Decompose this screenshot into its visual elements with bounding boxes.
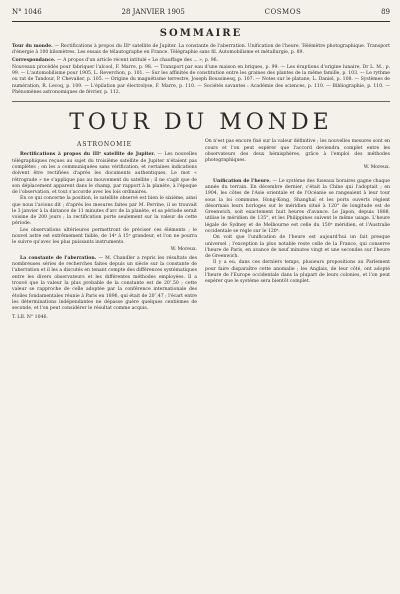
- left-p1-text: — Les nouvelles télégraphiques reçues au sujet du troisième satellite de Jupiter n'étaient pas complètes ; on les a communiquées sans vérification, et certaines indications doivent être rectifiées d'après les documents authentiques. Le mot « rétrograde » ne s'applique pas au mouvement du satellite ; il ne s'agit que de son déplacement apparent dans le champ, par rapport à la planète, à l'époque de l'observation, et tout s'accorde avec les lois ordinaires.: [12, 152, 197, 196]
- left-p4-label: La constante de l'aberration.: [20, 255, 97, 261]
- left-paragraph-3: Les observations ultérieures permettront de préciser ces éléments ; le nouvel astre est extrêmement faible, de 14ᵉ à 15ᵉ grandeur, et l'on ne pourra le suivre qu'avec les plus puissants instruments.: [12, 227, 197, 246]
- toc-correspondance: [12, 58, 390, 64]
- right-p2-text: — Le système des fuseaux horaires gagne chaque année du terrain. En décembre dernier, c'était la Chine qui l'adoptait ; en 1904, les côtes de l'Asie orientale et de l'Océanie se rangeaient à leur tour sous la loi commune. Hong-Kong, Shanghaï et les ports ouverts règlent désormais leurs horloges sur le méridien situé à 120° de longitude est de Greenwich, soit exactement huit heures d'avance. Le Japon, depuis 1888, utilise le méridien de 135°, et les Philippines suivent le même usage. L'heure légale de Sydney et de Melbourne est celle du 150ᵉ méridien, et l'Australie occidentale se règle sur le 120ᵉ.: [205, 178, 390, 235]
- sommaire-rule: [12, 101, 390, 102]
- right-paragraph-2: [205, 179, 390, 236]
- sommaire-title: SOMMAIRE: [159, 28, 243, 39]
- right-paragraph-1: On n'est pas encore fixé sur la valeur définitive ; les nouvelles mesures sont en cours et l'on peut espérer que l'accord deviendra complet entre les observateurs des deux hémisphères, grâce à l'emploi des méthodes photographiques.: [205, 139, 390, 164]
- right-paragraph-4: Il y a eu, dans ces derniers temps, plusieurs propositions au Parlement pour faire disparaître cette anomalie ; les Anglais, de leur côté, ont adopté l'heure de l'Europe occidentale dans la plupart de leurs colonies, et l'on peut espérer que le système sera bientôt complet.: [205, 260, 390, 285]
- right-paragraph-3: On voit que l'unification de l'heure est aujourd'hui un fait presque universel ; l'exception la plus notable reste celle de la France, qui conserve l'heure de Paris, en avance de neuf minutes vingt et une secondes sur l'heure de Greenwich.: [205, 235, 390, 260]
- page-number: 89: [381, 8, 390, 16]
- table-of-contents: [12, 44, 390, 96]
- toc-tour: [12, 44, 390, 57]
- running-header: [12, 8, 390, 18]
- issue-date: 28 JANVIER 1905: [121, 8, 185, 16]
- header-rule: [12, 21, 390, 22]
- toc-tour-label: Tour du monde.: [12, 44, 53, 49]
- issue-number: N° 1046: [12, 8, 42, 16]
- section-astronomie: ASTRONOMIE: [77, 141, 132, 149]
- volume-footer: T. LII. N° 1046.: [12, 315, 48, 321]
- left-paragraph-4: [12, 256, 197, 313]
- article-columns: [12, 139, 390, 320]
- left-paragraph-1: [12, 152, 197, 196]
- left-paragraph-2: En ce qui concerne la position, le satellite observé est bien le sixième, ainsi que nous l'avions dit ; d'après les mesures faites par M. Perrine, il se trouvait le 3 janvier à la distance de 11 minutes d'arc de la planète, et sa période serait voisine de 200 jours ; la rectification porte seulement sur la valeur de cette période.: [12, 196, 197, 227]
- journal-name: COSMOS: [264, 8, 302, 16]
- left-p4-text: — M. Chandler a repris les résultats des nombreuses séries de recherches faites depuis un siècle sur la constante de l'aberration et il les a discutés en tenant compte des différences systématiques entre les divers observateurs et les différentes méthodes employées. Il a trouvé que la valeur la plus probable de la constante est de 20″,50 ; cette valeur se rapproche de celle adoptée par la conférence internationale des étoiles fondamentales réunie à Paris en 1896, qui était de 20″,47 ; l'écart entre les déterminations indépendantes ne dépasse guère quelques centièmes de seconde, et l'on peut considérer le résultat comme acquis.: [12, 255, 198, 312]
- toc-corr-text: — A propos d'un article récent intitulé « Le chauffage des ... », p. 96.: [57, 57, 219, 63]
- right-p2-label: Unification de l'heure.: [213, 178, 271, 184]
- toc-tour-text: — Rectifications à propos du IIIᵉ satellite de Jupiter. La constante de l'aberration. Unification de l'heure. Télémètre photographique. Transport d'énergie à 100 kilomètres. Les essais de télautographe en France. Télégraphie sans fil. Automobilisme et métallurgie, p. 89.: [12, 44, 390, 56]
- right-column: [205, 139, 390, 320]
- left-p1-label: Rectifications à propos du IIIᵉ satellite de Jupiter.: [20, 152, 155, 158]
- tour-du-monde-title: TOUR DU MONDE: [69, 110, 333, 136]
- toc-corr-label: Correspondance.: [12, 57, 56, 63]
- left-column: [12, 139, 197, 320]
- right-signature-1: W. Moreux.: [363, 164, 390, 170]
- left-signature-1: W. Moreux.: [170, 246, 197, 252]
- toc-rest: Nouveaux procédés pour fabriquer l'alcool, F. Marre, p. 98. — Transport par eau d'une maison en briques, p. 99. — Les éruptions d'origine lunaire, Dr L. M., p. 99. — L'automobilisme pour 1905, L. Reverchon, p. 101. — Sur les affinités de constitution entre les graines des plantes de la même famille, p. 103. — Le rythme ou rat de Tandour, P. Chevalier, p. 105. — Origine du magnétisme terrestre, Joseph Boussinesq, p. 107. — Notes sur le platane, L. Daniel, p. 108. — Systèmes de numération, R. Lecoq, p. 109. — L'épilation par électrolyse, F. Marre, p. 110. — Sociétés savantes : Académie des sciences, p. 110. — Bibliographie, p. 110. — Phénomènes astronomiques de février, p. 112.: [12, 64, 390, 96]
